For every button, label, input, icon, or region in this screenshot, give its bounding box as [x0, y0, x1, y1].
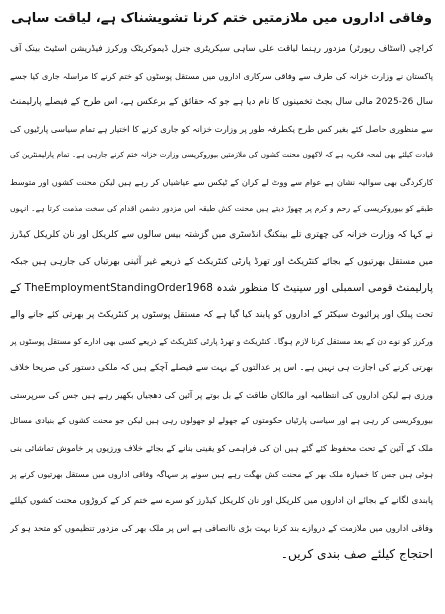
article-line: پاکستان نے وزارت خزانہ کی طرف سے وفاقی سرکاری اداروں میں مستقل پوسٹوں کو ختم کرنے کا مراسلہ جاری کیا جسے — [10, 70, 433, 81]
article-line: پابندی لگانے کے بجائے ان اداروں میں کلریکل اور نان کلریکل کیڈرز کو سرے سے ختم کر کے کروڑوں محنت کشوں کیلئے — [10, 496, 433, 507]
article-body — [10, 36, 433, 568]
article-headline: وفاقی اداروں میں ملازمتیں ختم کرنا تشویشناک ہے، لیاقت ساہی — [10, 11, 433, 26]
article-line: احتجاج کیلئے صف بندی کریں۔ — [280, 547, 433, 562]
article-line: کارکردگی بھی سوالیہ نشان ہے عوام سے ووٹ لے کران کے ٹیکس سے عیاشیاں کر رہے ہیں لیکن محنت کشوں اور متوسط — [10, 176, 433, 187]
article-line: ملک کے آئین کے تحت محفوظ کئے گئے ہیں ان کی فراہمی کو یقینی بنانے کے بجائے خلاف ورزیوں پر خاموش تماشائی بنی — [10, 442, 433, 453]
article-line: کراچی (اسٹاف رپورٹر) مزدور رہنما لیاقت علی ساہی سیکریٹری جنرل ڈیموکریٹک ورکرز فیڈریشن اسٹیٹ بینک آف — [10, 44, 433, 54]
article-line: نے کہا کہ وزارت خزانہ کی چھتری تلے بینکنگ انڈسٹری میں گزشتہ بیس سالوں سے کلریکل اور نان کلریکل کیڈرز — [10, 230, 433, 241]
article-line: طبقے کو بیوروکریسی کے رحم و کرم پر چھوڑ دیتے ہیں محنت کش طبقہ اس مزدور دشمن اقدام کی سخت مذمت کرتا ہے۔ انہوں — [10, 203, 433, 213]
article-line: ورکرز کو نوے دن کے بعد مستقل کرنا لازم ہوگا۔ کنٹریکٹ و تھرڈ پارٹی کنٹریکٹ کے ذریعے کسی بھی ادارے کو مستقل پوسٹوں پر — [10, 336, 433, 346]
article-line: سال 26-2025 مالی سال بجٹ تخمینوں کا نام دیا ہے جو کہ حقائق کے برعکس ہے، اس طرح کے فیصلے پارلیمنٹ — [10, 97, 433, 108]
article-line: وفاقی اداروں میں ملازمت کے دروازے بند کرنا بہت بڑی ناانصافی ہے اس پر ملک بھر کی مزدور تنظیموں کو متحد ہو کر — [10, 522, 433, 533]
article-line: پارلیمنٹ قومی اسمبلی اور سینیٹ کا منظور شدہ TheEmploymentStandingOrder1968 کے — [10, 282, 433, 295]
article-line: میں مستقل بھرتیوں کے بجائے کنٹریکٹ اور تھرڈ پارٹی کنٹریکٹ کے ذریعے غیر آئینی بھرتیاں کی جارہی ہیں جبکہ — [10, 256, 433, 267]
article-line: ورزی ہے لیکن اداروں کی انتظامیہ اور مالکان طاقت کے بل بوتے پر آئین کی دھجیاں بکھیر رہے ہیں جس کی سرپرستی — [10, 389, 433, 400]
article-line: بھرتی کرنے کی اجازت ہی نہیں ہے۔ اس پر عدالتوں کے بہت سے فیصلے آچکے ہیں کہ ملکی دستور کی صریحا خلاف — [10, 363, 433, 374]
article-line: ہوئی ہیں جس کا خمیازہ ملک بھر کے محنت کش بھگت رہے ہیں سونے پر سہاگہ وفاقی اداروں میں مستقل بھرتیوں کرنے پر — [10, 469, 433, 479]
article-line: بیوروکریسی کر رہی ہے اور سیاسی پارٹیاں حکومتوں کے جھولے لو جھولوں رہی ہیں لیکن جو محنت کشوں کے بنیادی مسائل — [10, 416, 433, 426]
article-line: تحت پبلک اور پرائیوٹ سیکٹر کے اداروں کو پابند کیا گیا ہے کہ مستقل پوسٹوں پر کنٹریکٹ پر بھرتی کئے جانے والے — [10, 309, 433, 320]
article-line: قیادت کیلئے بھی لمحہ فکریہ ہے کہ لاکھوں محنت کشوں کی ملازمتیں بیوروکریسی وزارت خزانہ ختم کرنے جارہی ہے۔ تمام پارلیمنٹرین کی — [10, 150, 433, 160]
article-line: سے منظوری حاصل کئے بغیر کس طرح یکطرفہ طور پر وزارت خزانہ کو جاری کرنے کا اختیار ہے تمام سیاسی پارٹیوں کی — [10, 123, 433, 134]
